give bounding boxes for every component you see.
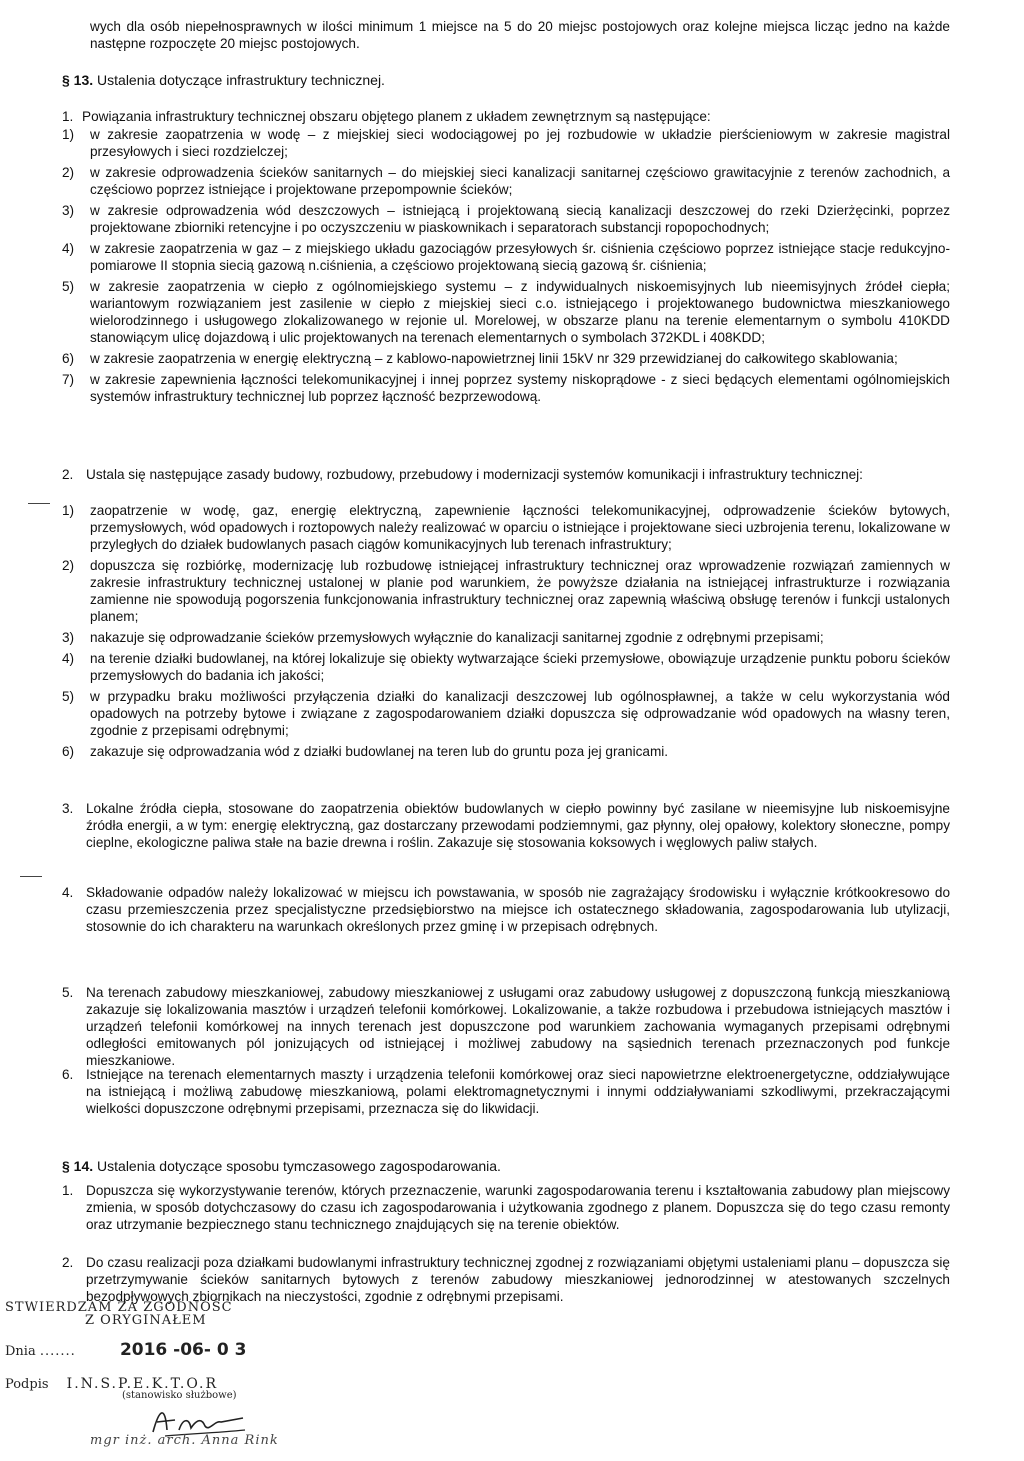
list-item: [62, 350, 950, 367]
stamp-date-label: Dnia: [5, 1344, 36, 1359]
paragraph-text: Na terenach zabudowy mieszkaniowej, zabudowy mieszkaniowej z usługami oraz zabudowy usługowej z dopuszczoną funkcją mieszkaniową zakazuje się lokalizowania masztów i urządzeń telefonii komórkowej. Lokalizowanie, a także rozbudowa i przebudowa istniejących masztów i urządzeń telefonii komórkowej na innych terenach jest dopuszczone pod warunkiem zachowania wymaganych przepisami odrębnymi odległości emitowanych pól jonizujących od istniejącej i możliwej zabudowy na sąsiednich terenach przeznaczonych pod funkcje mieszkaniowe.: [86, 985, 950, 1068]
section-14-number: § 14.: [62, 1158, 94, 1174]
list-item: [62, 629, 950, 646]
item-number: 1): [62, 127, 75, 142]
item-text: w zakresie zaopatrzenia w energię elektryczną – z kablowo-napowietrznej linii 15kV nr 329 przewidzianej do całkowitego skablowania;: [90, 351, 898, 366]
item-text: w zakresie zapewnienia łączności telekomunikacyjnej i innej poprzez systemy niskoprądowe - z sieci będących elementami ogólnomiejskich systemów infrastruktury technicznej lub poprzez łączność bezprzewodową.: [90, 372, 950, 404]
section-13-title: Ustalenia dotyczące infrastruktury technicznej.: [97, 72, 385, 88]
section-13-paragraph-3: [62, 800, 950, 851]
stamp-date-dots: .......: [39, 1344, 76, 1359]
item-text: nakazuje się odprowadzanie ścieków przemysłowych wyłącznie do kanalizacji sanitarnej zgodnie z odrębnymi przepisami;: [90, 630, 824, 645]
stamp-date: 2016 -06- 0 3: [119, 1340, 247, 1360]
section-14-heading: [62, 1158, 501, 1175]
item-number: 2): [62, 558, 75, 573]
stamp-line-1: STWIERDZAM ZA ZGODNOŚĆ: [5, 1300, 233, 1315]
intro-paragraph: wych dla osób niepełnosprawnych w ilości minimum 1 miejsce na 5 do 20 miejsc postojowych oraz kolejne miejsca licząc jedno na każde następne rozpoczęte 20 miejsc postojowych.: [90, 19, 950, 51]
list-item: [62, 688, 950, 739]
paragraph-number: 3.: [62, 801, 74, 816]
list-item: [62, 202, 950, 236]
paragraph-number: 1.: [62, 1183, 74, 1198]
list-item: [62, 126, 950, 160]
section-13-number: § 13.: [62, 72, 94, 88]
paragraph-number: 2.: [62, 467, 74, 482]
paragraph-number: 1.: [62, 109, 74, 124]
list-item: [62, 240, 950, 274]
paragraph-text: Powiązania infrastruktury technicznej obszaru objętego planem z układem zewnętrznym są następujące:: [82, 109, 711, 124]
certification-stamp: [5, 1300, 305, 1455]
item-number: 6): [62, 744, 75, 759]
paragraph-number: 5.: [62, 985, 74, 1000]
item-text: w zakresie zaopatrzenia w gaz – z miejskiego układu gazociągów przesyłowych śr. ciśnienia częściowo poprzez istniejące stacje redukcyjno-pomiarowe II stopnia siecią gazową n.ciśnienia, a częściowo projektowaną siecią gazową śr. ciśnienia;: [90, 241, 950, 273]
item-number: 7): [62, 372, 75, 387]
section-13-paragraph-2-list: [62, 502, 950, 764]
paragraph-text: Lokalne źródła ciepła, stosowane do zaopatrzenia obiektów budowlanych w ciepło powinny być zasilane w nieemisyjne lub niskoemisyjne źródła energii, a w tym: energię elektryczną, gaz dostarczany przewodami podziemnymi, gaz płynny, olej opałowy, kolektory słoneczne, pompy cieplne, ekologiczne paliwa stałe na bazie drewna i roślin. Zakazuje się stosowania koksowych i węglowych paliw stałych.: [86, 801, 950, 850]
section-13-heading: [62, 72, 385, 89]
section-14-paragraph-1: [62, 1182, 950, 1233]
stamp-role-note: (stanowisko służbowe): [122, 1390, 237, 1401]
margin-mark: [28, 503, 50, 504]
list-item: [62, 650, 950, 684]
section-13-paragraph-2: [62, 466, 950, 483]
item-number: 4): [62, 651, 75, 666]
list-item: [62, 502, 950, 553]
margin-mark: [20, 876, 42, 877]
paragraph-number: 4.: [62, 885, 74, 900]
stamp-name: mgr inż. arch. Anna Rink: [90, 1433, 279, 1448]
item-number: 2): [62, 165, 75, 180]
section-13-paragraph-4: [62, 884, 950, 935]
stamp-line-2: Z ORYGINAŁEM: [85, 1313, 207, 1328]
paragraph-text: Ustala się następujące zasady budowy, rozbudowy, przebudowy i modernizacji systemów komunikacji i infrastruktury technicznej:: [86, 467, 863, 482]
list-item: [62, 743, 950, 760]
paragraph-text: Dopuszcza się wykorzystywanie terenów, których przeznaczenie, warunki zagospodarowania terenu i kształtowania zabudowy plan miejscowy zmienia, w sposób dotychczasowy do czasu ich zagospodarowania i użytkowania zgodnego z planem. Dopuszcza się do tego czasu remonty oraz utrzymanie bezpiecznego stanu technicznego znajdujących się na terenie obiektów.: [86, 1183, 950, 1232]
list-item: [62, 557, 950, 625]
item-text: w zakresie odprowadzenia ścieków sanitarnych – do miejskiej sieci kanalizacji sanitarnej częściowo grawitacyjnie z terenów zachodnich, a częściowo poprzez istniejące i projektowane przepompownie ścieków;: [90, 165, 950, 197]
section-13-paragraph-5: [62, 984, 950, 1069]
paragraph-text: Składowanie odpadów należy lokalizować w miejscu ich powstawania, w sposób nie zagrażający środowisku i wyłącznie krótkookresowo do czasu przemieszczenia przez specjalistyczne przedsiębiorstwo na miejsce ich ostatecznego składowania, zagospodarowania lub utylizacji, stosownie do ich charakteru na warunkach określonych przez gminę i w przepisach odrębnych.: [86, 885, 950, 934]
list-item: [62, 164, 950, 198]
paragraph-number: 2.: [62, 1255, 74, 1270]
item-number: 5): [62, 689, 75, 704]
section-13-paragraph-1-list: [62, 126, 950, 409]
list-item: [62, 278, 950, 346]
item-number: 1): [62, 503, 75, 518]
item-text: dopuszcza się rozbiórkę, modernizację lub rozbudowę istniejącej infrastruktury technicznej oraz wprowadzenie rozwiązań zamiennych w zakresie infrastruktury technicznej ustalonej w planie pod warunkiem, że powyższe działania na istniejącej infrastrukturze i rozwiązania zamienne nie spowodują pogorszenia funkcjonowania infrastruktury technicznej oraz zapewnią właściwą obsługę terenów i funkcji ustalonych planem;: [90, 558, 950, 624]
item-text: w zakresie zaopatrzenia w ciepło z ogólnomiejskiego systemu – z indywidualnych niskoemisyjnych lub nieemisyjnych źródeł ciepła; wariantowym rozwiązaniem jest zasilenie w ciepło z miejskiej sieci c.o. istniejącego i projektowanego budownictwa mieszkaniowego wielorodzinnego i usługowego zlokalizowanego w rejonie ul. Morelowej, w obszarze planu na terenie elementarnym o symbolu 410KDD stanowiącym ulicę dojazdową i ulic projektowanych na terenach elementarnych o symbolach 372KDL i 408KDD;: [90, 279, 950, 345]
stamp-role: I.N.S.P.E.K.T.O.R: [66, 1376, 218, 1392]
item-text: w zakresie zaopatrzenia w wodę – z miejskiej sieci wodociągowej po jej rozbudowie w układzie pierścieniowym w zakresie magistral przesyłowych i sieci rozdzielczej;: [90, 127, 950, 159]
item-text: w przypadku braku możliwości przyłączenia działki do kanalizacji deszczowej lub ogólnospławnej, a także w celu wykorzystania wód opadowych na potrzeby bytowe i związane z zagospodarowaniem działki dopuszcza się odprowadzanie wód opadowych na własny teren, zgodnie z przepisami odrębnymi;: [90, 689, 950, 738]
item-text: zaopatrzenie w wodę, gaz, energię elektryczną, zapewnienie łączności telekomunikacyjnej, odprowadzenie ścieków bytowych, przemysłowych, wód opadowych i roztopowych należy realizować w oparciu o istniejące i projektowane sieci uzbrojenia terenu, lokalizowane w przyległych do działek budowlanych pasach ciągów komunikacyjnych lub terenach infrastruktury;: [90, 503, 950, 552]
section-14-title: Ustalenia dotyczące sposobu tymczasowego zagospodarowania.: [97, 1158, 501, 1174]
item-number: 3): [62, 630, 75, 645]
item-text: w zakresie odprowadzenia wód deszczowych – istniejącą i projektowaną siecią kanalizacji deszczowej do rzeki Dzierżęcinki, poprzez projektowane zbiorniki retencyjne i po oczyszczeniu w piaskownikach i separatorach substancji ropopochodnych;: [90, 203, 950, 235]
list-item: [62, 371, 950, 405]
section-13-paragraph-1: [62, 108, 950, 125]
item-number: 4): [62, 241, 75, 256]
item-text: na terenie działki budowlanej, na której lokalizuje się obiekty wytwarzające ścieki przemysłowe, obowiązuje urządzenie punktu poboru ścieków przemysłowych do badania ich jakości;: [90, 651, 950, 683]
section-14-paragraph-2: [62, 1254, 950, 1305]
paragraph-text: Do czasu realizacji poza działkami budowlanymi infrastruktury technicznej zgodnej z rozwiązaniami objętymi ustaleniami planu – dopuszcza się przetrzymywanie ścieków sanitarnych bytowych z terenów zabudowy mieszkaniowej jednorodzinnej w atestowanych szczelnych bezodpływowych zbiornikach na nieczystości, zgodnie z odrębnymi przepisami.: [86, 1255, 950, 1304]
item-number: 3): [62, 203, 75, 218]
stamp-date-row: [5, 1340, 246, 1360]
paragraph-number: 6.: [62, 1067, 74, 1082]
section-13-paragraph-6: [62, 1066, 950, 1117]
item-number: 6): [62, 351, 75, 366]
item-text: zakazuje się odprowadzania wód z działki budowlanej na teren lub do gruntu poza jej granicami.: [90, 744, 669, 759]
stamp-sign-label: Podpis: [5, 1377, 49, 1392]
item-number: 5): [62, 279, 75, 294]
paragraph-text: Istniejące na terenach elementarnych maszty i urządzenia telefonii komórkowej oraz sieci napowietrzne elektroenergetyczne, oddziaływujące na istniejącą i możliwą zabudowę mieszkaniową, polami elektromagnetycznymi i innymi oddziaływaniami szkodliwymi, przekraczającymi wielkości dopuszczone odrębnymi przepisami, przeznacza się do likwidacji.: [86, 1067, 950, 1116]
